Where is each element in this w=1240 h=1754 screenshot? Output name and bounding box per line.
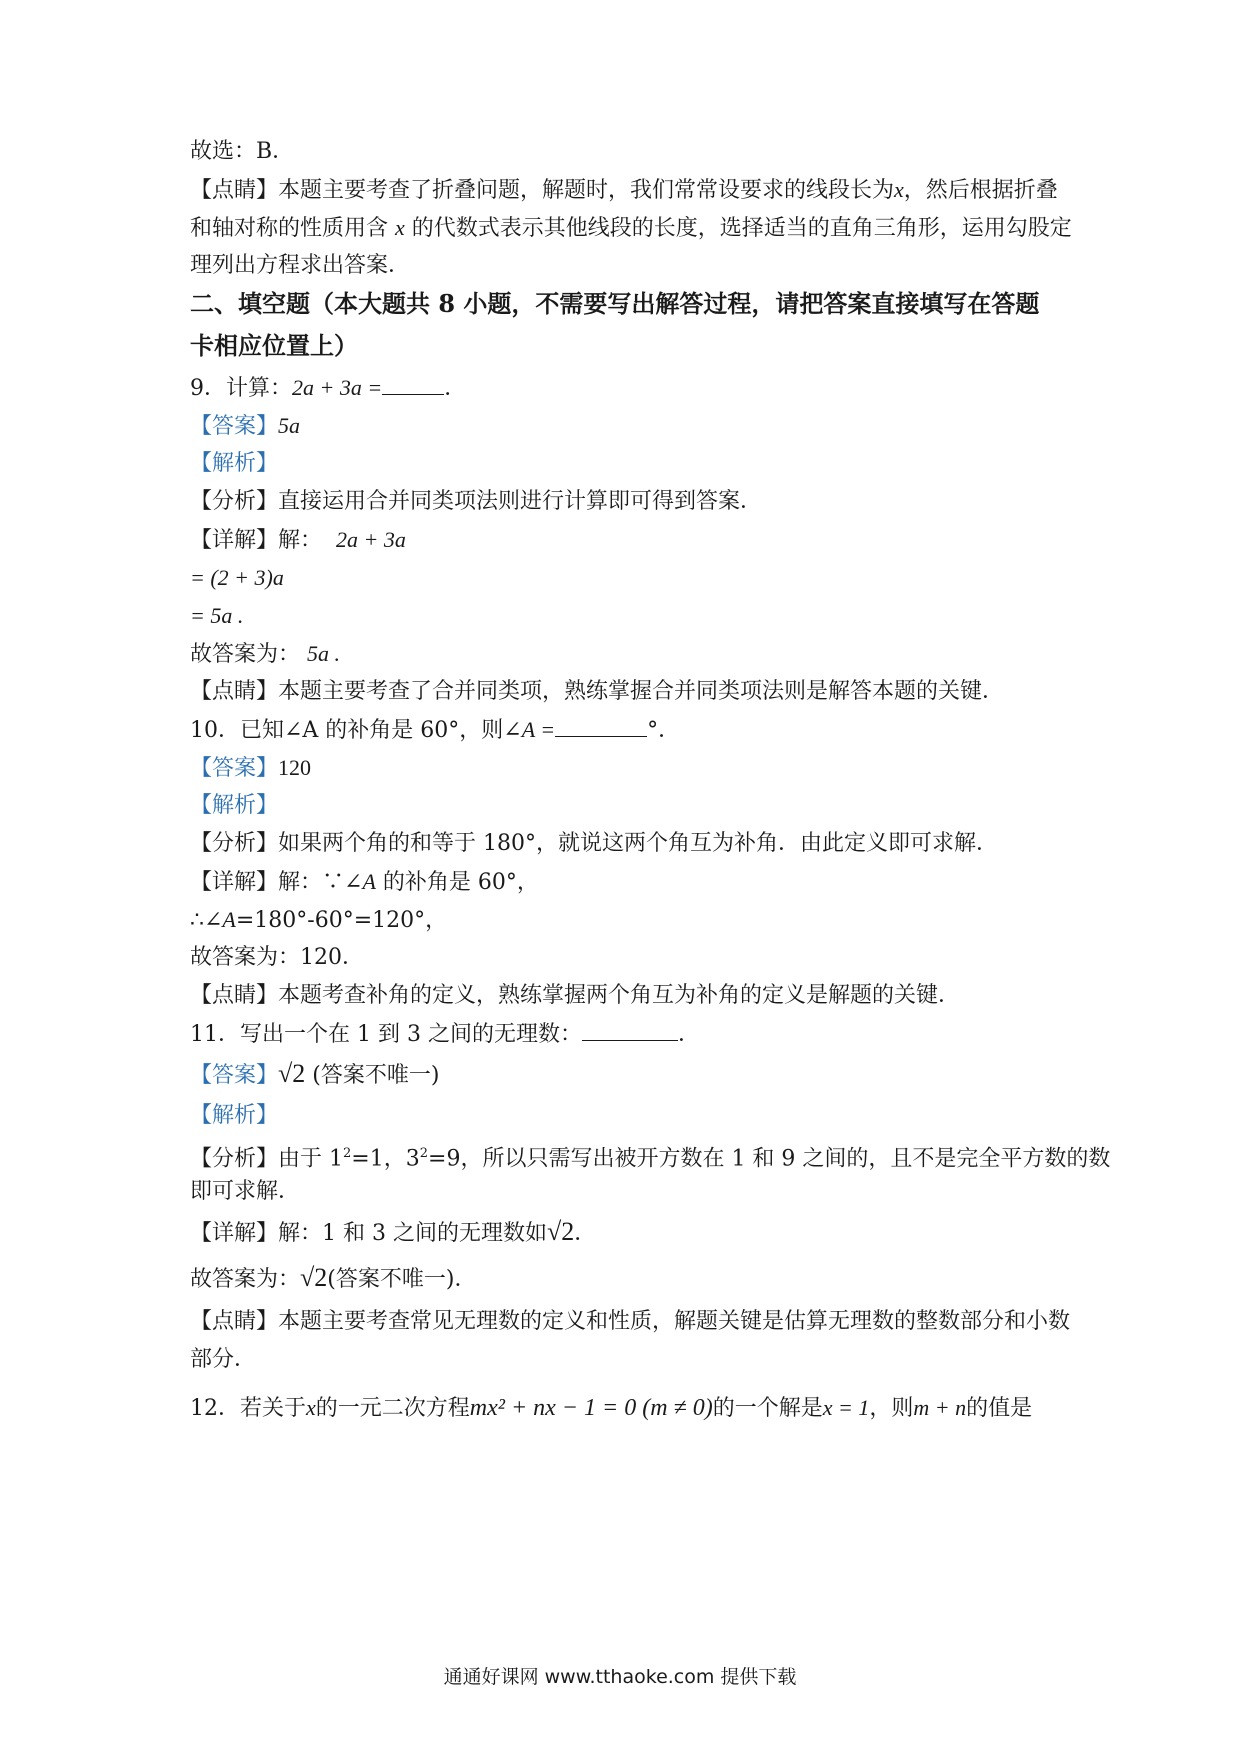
xiangjie-line: 【详解】解：∵∠A 的补角是 60°， — [190, 869, 539, 895]
question-11: 11．写出一个在 1 到 3 之间的无理数： ． — [190, 1018, 1070, 1051]
dianjing-line-cont: 部分． — [190, 1347, 257, 1372]
analysis-tag: 【解析】 — [190, 451, 279, 476]
fenxi-line: 【分析】由于 $1^2=1$，$3^2=9$，所以只需写出被开方数在 1 和 9 之间的，且不是完全平方数的数 — [190, 1146, 1111, 1172]
final-answer-line: 故答案为： 5a . — [190, 641, 341, 667]
text-line: 和轴对称的性质用含 x 的代数式表示其他线段的长度，选择适当的直角三角形，运用勾股定 — [190, 215, 1072, 241]
section-heading: 二、填空题（本大题共 8 小题，不需要写出解答过程，请把答案直接填写在答题 — [190, 289, 1040, 318]
final-answer-line: 故答案为：√2(答案不唯一)． — [190, 1263, 477, 1292]
answer-line: 【答案】120 — [190, 755, 312, 781]
sqrt2-expression: √2 — [300, 1263, 328, 1292]
answer-line: 【答案】5a — [190, 413, 301, 439]
sqrt2-expression: √2 — [547, 1217, 575, 1246]
math-step: = (2 + 3)a — [190, 565, 284, 590]
fenxi-line-cont: 即可求解． — [190, 1179, 301, 1204]
section-heading-cont: 卡相应位置上） — [190, 331, 358, 360]
dianjing-line: 【点睛】本题主要考查了合并同类项，熟练掌握合并同类项法则是解答本题的关键． — [190, 679, 1005, 704]
dianjing-line: 【点睛】本题主要考查常见无理数的定义和性质，解题关键是估算无理数的整数部分和小数 — [190, 1309, 1071, 1334]
fenxi-line: 【分析】直接运用合并同类项法则进行计算即可得到答案． — [190, 489, 763, 514]
page-footer: 通通好课网 www.tthaoke.com 提供下载 — [443, 1666, 797, 1688]
answer-blank — [582, 1018, 678, 1041]
final-answer-line: 故答案为：120． — [190, 945, 364, 970]
answer-blank — [555, 714, 647, 737]
text-line: 理列出方程求出答案． — [190, 253, 411, 278]
question-10: 10．已知∠A 的补角是 60°，则∠A = °． — [190, 714, 1070, 747]
fenxi-line: 【分析】如果两个角的和等于 180°，就说这两个角互为补角．由此定义即可求解． — [190, 831, 999, 856]
question-9: 9．计算：2a + 3a = ． — [190, 372, 1070, 405]
question-12: 12．若关于x的一元二次方程mx² + nx − 1 = 0 (m ≠ 0)的一个解是x = 1，则m + n的值是 — [190, 1395, 1033, 1421]
analysis-tag: 【解析】 — [190, 793, 279, 818]
math-step: = 5a . — [190, 603, 244, 628]
sqrt2-expression: √2 — [278, 1059, 306, 1088]
text-line: 【点睛】本题主要考查了折叠问题，解题时，我们常常设要求的线段长为x，然后根据折叠 — [190, 177, 1058, 203]
math-step: ∴∠A=180°-60°=120°， — [190, 907, 448, 933]
xiangjie-line: 【详解】解： 2a + 3a — [190, 527, 406, 553]
xiangjie-line: 【详解】解：1 和 3 之间的无理数如√2． — [190, 1217, 597, 1246]
text-line: 故选：B． — [190, 139, 295, 164]
answer-blank — [382, 372, 444, 395]
analysis-tag: 【解析】 — [190, 1103, 279, 1128]
dianjing-line: 【点睛】本题考查补角的定义，熟练掌握两个角互为补角的定义是解题的关键． — [190, 983, 961, 1008]
answer-line: 【答案】√2 (答案不唯一) — [190, 1059, 440, 1088]
